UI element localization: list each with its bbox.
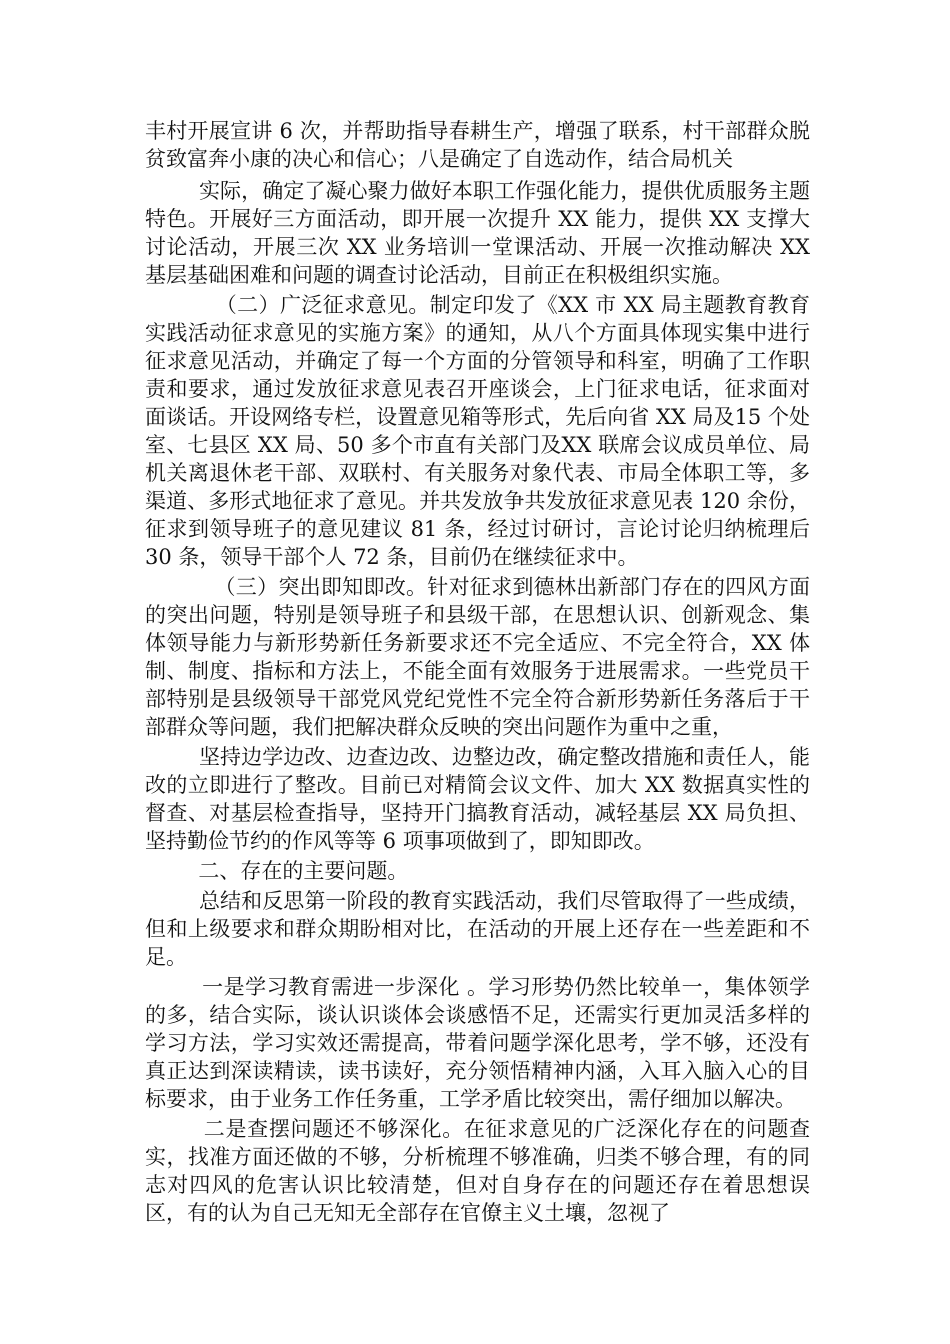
paragraph-4: （三）突出即知即改。针对征求到德林出新部门存在的四风方面的突出问题，特别是领导班子和县级干部，在思想认识、创新观念、集体领导能力与新形势新任务新要求还不完全适应、不完全符合，XX 体制、制度、指标和方法上，不能全面有效服务于进展需求。一些党员干部特别是县级领导干部党风党纪党性不完全符合新形势新任务落后于干部群众等问题，我们把解决群众反映的突出问题作为重中之重， <box>145 575 810 739</box>
document-page <box>145 117 817 1227</box>
paragraph-8: 一是学习教育需进一步深化 。学习形势仍然比较单一，集体领学的多，结合实际，谈认识谈体会谈感悟不足，还需实行更加灵活多样的学习方法，学习实效还需提高，带着问题学深化思考，学不够，还没有真正达到深读精读，读书读好，充分领悟精神内涵，入耳入脑入心的目标要求，由于业务工作任务重，工学矛盾比较突出，需仔细加以解决。 <box>145 975 810 1111</box>
section-heading: 二、存在的主要问题。 <box>145 859 409 883</box>
paragraph-7: 总结和反思第一阶段的教育实践活动，我们尽管取得了一些成绩，但和上级要求和群众期盼相对比，在活动的开展上还存在一些差距和不足。 <box>145 889 810 969</box>
paragraph-9: 二是查摆问题还不够深化。在征求意见的广泛深化存在的问题查实，找准方面还做的不够，分析梳理不够准确，归类不够合理，有的同志对四风的危害认识比较清楚，但对自身存在的问题还存在着思想误区，有的认为自己无知无全部存在官僚主义土壤，忽视了 <box>145 1117 810 1225</box>
paragraph-3: （二）广泛征求意见。制定印发了《XX 市 XX 局主题教育教育实践活动征求意见的实施方案》的通知，从八个方面具体现实集中进行征求意见活动，并确定了每一个方面的分管领导和科室，明确了工作职责和要求，通过发放征求意见表召开座谈会，上门征求电话，征求面对面谈话。开设网络专栏，设置意见箱等形式，先后向省 XX 局及15 个处室、七县区 XX 局、50 多个市直有关部门及XX 联席会议成员单位、局机关离退休老干部、双联村、有关服务对象代表、市局全体职工等，多渠道、多形式地征求了意见。并共发放争共发放征求意见表 120 余份，征求到领导班子的意见建议 81 条，经过讨研讨，言论讨论归纳梳理后 30 条，领导干部个人 72 条，目前仍在继续征求中。 <box>145 293 817 569</box>
paragraph-1: 丰村开展宣讲 6 次，并帮助指导春耕生产，增强了联系，村干部群众脱贫致富奔小康的决心和信心；八是确定了自选动作，结合局机关 <box>145 119 810 171</box>
paragraph-2: 实际，确定了凝心聚力做好本职工作强化能力，提供优质服务主题特色。开展好三方面活动，即开展一次提升 XX 能力，提供 XX 支撑大讨论活动，开展三次 XX 业务培训一堂课活动、开展一次推动解决 XX 基层基础困难和问题的调查讨论活动，目前正在积极组织实施。 <box>145 179 817 287</box>
paragraph-5: 坚持边学边改、边查边改、边整边改，确定整改措施和责任人，能改的立即进行了整改。目前已对精简会议文件、加大 XX 数据真实性的督查、对基层检查指导，坚持开门搞教育活动，减轻基层 XX 局负担、坚持勤俭节约的作风等等 6 项事项做到了，即知即改。 <box>145 745 810 853</box>
